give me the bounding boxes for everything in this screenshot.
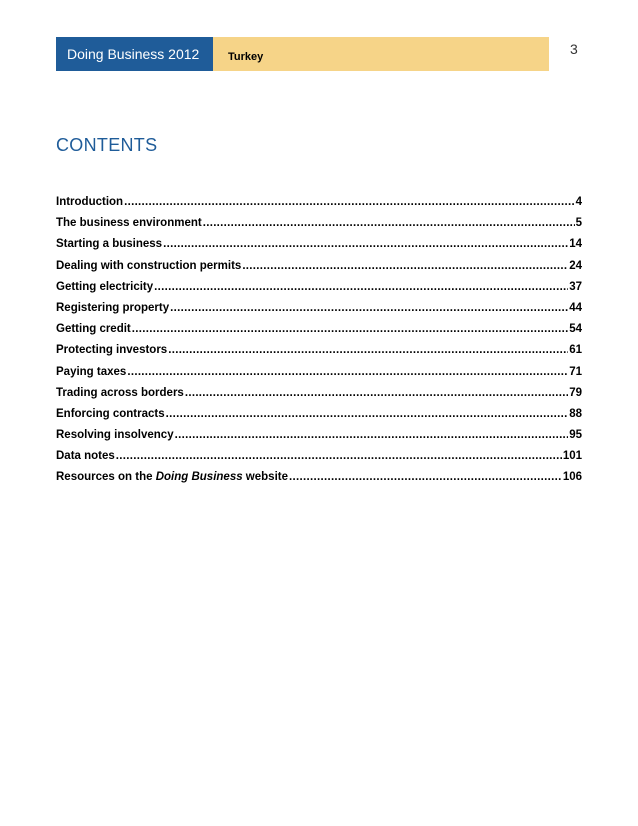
toc-dot-leader [170, 302, 568, 314]
toc-entry-registering-property[interactable] [56, 302, 582, 323]
contents-heading: CONTENTS [56, 135, 158, 155]
toc-entry-page: 14 [569, 238, 582, 251]
toc-entry-title: Dealing with construction permits [56, 259, 242, 272]
toc-dot-leader [168, 344, 568, 356]
toc-entry-page: 101 [562, 450, 582, 463]
toc-entry-title: The business environment [56, 217, 202, 230]
toc-entry-protecting-investors[interactable] [56, 344, 582, 365]
toc-entry-getting-credit[interactable] [56, 323, 582, 344]
toc-entry-title-prefix: Resources on the [56, 471, 156, 484]
toc-entry-page: 79 [569, 386, 582, 399]
toc-entry-title: Starting a business [56, 238, 163, 251]
toc-dot-leader [203, 217, 575, 229]
toc-entry-page: 106 [562, 471, 582, 484]
toc-entry-page: 24 [569, 259, 582, 272]
header-publication-title: Doing Business 2012 [56, 37, 213, 71]
toc-entry-construction-permits[interactable] [56, 260, 582, 281]
toc-entry-page: 37 [569, 280, 582, 293]
toc-entry-trading-across-borders[interactable] [56, 387, 582, 408]
toc-entry-starting-a-business[interactable] [56, 238, 582, 259]
toc-dot-leader [116, 450, 562, 462]
toc-entry-page: 54 [569, 323, 582, 336]
toc-entry-title: Getting electricity [56, 280, 154, 293]
toc-entry-page: 61 [569, 344, 582, 357]
toc-dot-leader [185, 387, 568, 399]
toc-entry-page: 71 [569, 365, 582, 378]
toc-entry-business-environment[interactable] [56, 217, 582, 238]
toc-entry-title: Registering property [56, 301, 170, 314]
toc-entry-title-suffix: website [242, 471, 288, 484]
toc-entry-title: Resolving insolvency [56, 429, 174, 442]
toc-entry-title-italic: Doing Business [155, 471, 243, 484]
toc-entry-title: Data notes [56, 450, 115, 463]
toc-dot-leader [166, 408, 569, 420]
toc-entry-page: 44 [569, 301, 582, 314]
toc-entry-getting-electricity[interactable] [56, 281, 582, 302]
table-of-contents [56, 196, 582, 493]
toc-entry-title: Enforcing contracts [56, 407, 165, 420]
toc-entry-page: 95 [569, 429, 582, 442]
header-economy-name: Turkey [213, 37, 549, 71]
toc-dot-leader [132, 323, 568, 335]
toc-entry-title [56, 471, 288, 483]
toc-entry-paying-taxes[interactable] [56, 366, 582, 387]
toc-dot-leader [163, 238, 568, 250]
toc-entry-page: 4 [575, 196, 582, 208]
toc-entry-title: Protecting investors [56, 344, 168, 357]
toc-entry-data-notes[interactable] [56, 450, 582, 471]
toc-dot-leader [154, 281, 568, 293]
toc-entry-enforcing-contracts[interactable] [56, 408, 582, 429]
toc-dot-leader [242, 260, 568, 272]
toc-dot-leader [124, 196, 575, 208]
toc-entry-title: Introduction [56, 196, 124, 208]
toc-dot-leader [175, 429, 569, 441]
toc-dot-leader [289, 471, 562, 483]
toc-entry-title: Getting credit [56, 323, 131, 336]
toc-dot-leader [127, 366, 568, 378]
toc-entry-page: 88 [569, 407, 582, 420]
toc-entry-title: Trading across borders [56, 386, 184, 399]
toc-entry-title: Paying taxes [56, 365, 127, 378]
toc-entry-introduction[interactable] [56, 196, 582, 217]
toc-entry-resolving-insolvency[interactable] [56, 429, 582, 450]
toc-entry-page: 5 [575, 217, 582, 230]
toc-entry-resources-website[interactable] [56, 471, 582, 492]
page-number: 3 [570, 41, 578, 57]
